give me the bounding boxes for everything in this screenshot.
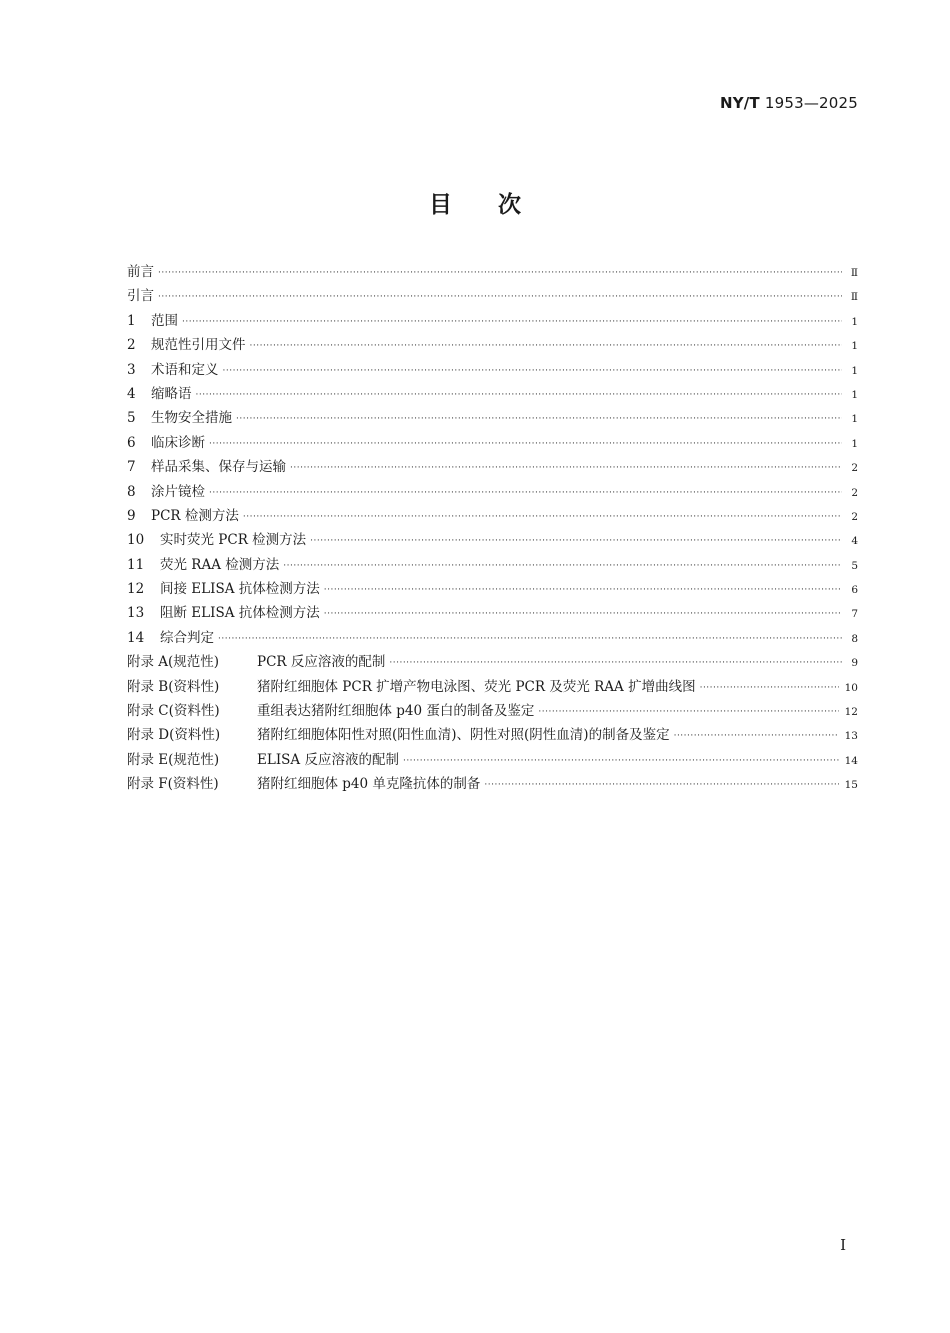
toc-entry-page: 2 [851, 486, 858, 499]
toc-entry[interactable] [127, 626, 858, 650]
toc-dot-leader [158, 268, 842, 278]
toc-dot-leader [158, 292, 842, 302]
toc-entry-label: 猪附红细胞体 PCR 扩增产物电泳图、荧光 PCR 及荧光 RAA 扩增曲线图 [257, 678, 696, 695]
toc-entry-page: 10 [844, 681, 858, 694]
toc-dot-leader [223, 366, 843, 376]
toc-entry[interactable] [127, 455, 858, 479]
toc-entry-label: 样品采集、保存与运输 [151, 459, 286, 476]
toc-entry[interactable] [127, 382, 858, 406]
toc-entry-label: 间接 ELISA 抗体检测方法 [160, 581, 320, 598]
standard-prefix: NY/T [719, 94, 760, 112]
toc-entry-label: 生物安全措施 [151, 410, 232, 427]
toc-dot-leader [310, 536, 842, 546]
toc-entry-label: 临床诊断 [151, 434, 205, 451]
toc-entry-page: 1 [851, 388, 858, 401]
toc-entry-number: 附录 C(资料性) [127, 703, 220, 720]
toc-entry-number: 2 [127, 337, 136, 354]
toc-entry-number: 12 [127, 581, 145, 598]
toc-entry[interactable] [127, 650, 858, 674]
toc-entry-page: 1 [851, 315, 858, 328]
toc-dot-leader [209, 439, 842, 449]
toc-dot-leader [484, 780, 838, 790]
toc-entry[interactable] [127, 699, 858, 723]
toc-entry-page: 2 [851, 462, 858, 475]
toc-entry-number: 8 [127, 483, 136, 500]
toc-entry-number: 14 [127, 629, 145, 646]
toc-entry-number: 9 [127, 507, 136, 524]
toc-entry-number: 1 [127, 312, 136, 329]
toc-entry[interactable] [127, 406, 858, 430]
toc-entry-page: 6 [851, 584, 858, 597]
toc-entry-number: 10 [127, 532, 145, 549]
toc-dot-leader [218, 634, 842, 644]
toc-entry-number: 附录 A(规范性) [127, 654, 220, 671]
toc-entry-label: 规范性引用文件 [151, 337, 246, 354]
toc-entry[interactable] [127, 309, 858, 333]
toc-entry-number: 4 [127, 385, 136, 402]
toc-entry-page: 13 [844, 730, 858, 743]
table-of-contents [127, 260, 858, 797]
page-number: Ⅰ [840, 1236, 846, 1254]
toc-entry[interactable] [127, 358, 858, 382]
toc-dot-leader [250, 341, 843, 351]
toc-entry-number: 6 [127, 434, 136, 451]
toc-entry-number: 附录 F(资料性) [127, 776, 219, 793]
standard-number: 1953—2025 [764, 94, 858, 112]
toc-dot-leader [403, 756, 839, 766]
toc-entry[interactable] [127, 772, 858, 796]
standard-code [720, 94, 858, 112]
toc-entry-label: 范围 [151, 312, 178, 329]
toc-dot-leader [290, 463, 842, 473]
toc-entry-label: 实时荧光 PCR 检测方法 [160, 532, 307, 549]
toc-entry-number: 5 [127, 410, 136, 427]
toc-entry-label: 重组表达猪附红细胞体 p40 蛋白的制备及鉴定 [257, 703, 535, 720]
toc-dot-leader [209, 488, 842, 498]
toc-entry-label: 阻断 ELISA 抗体检测方法 [160, 605, 320, 622]
toc-entry-label: PCR 反应溶液的配制 [257, 654, 386, 671]
toc-entry[interactable] [127, 480, 858, 504]
toc-entry-page: 1 [851, 437, 858, 450]
toc-entry-page: 7 [851, 608, 858, 621]
toc-dot-leader [389, 658, 842, 668]
toc-dot-leader [283, 561, 842, 571]
toc-entry-label: 术语和定义 [151, 361, 219, 378]
toc-entry-label: 涂片镜检 [151, 483, 205, 500]
toc-dot-leader [324, 585, 842, 595]
toc-entry[interactable] [127, 528, 858, 552]
toc-entry-page: 1 [851, 364, 858, 377]
toc-dot-leader [236, 414, 842, 424]
toc-entry[interactable] [127, 284, 858, 308]
toc-entry-label: 前言 [127, 264, 154, 280]
toc-entry-number: 7 [127, 459, 136, 476]
toc-entry-page: 15 [844, 779, 858, 792]
toc-entry-label: 综合判定 [160, 629, 214, 646]
toc-entry[interactable] [127, 260, 858, 284]
toc-entry[interactable] [127, 675, 858, 699]
toc-dot-leader [324, 609, 842, 619]
toc-entry-number: 3 [127, 361, 136, 378]
toc-entry[interactable] [127, 333, 858, 357]
toc-entry-page: 4 [851, 535, 858, 548]
toc-entry-number: 附录 D(资料性) [127, 727, 221, 744]
toc-dot-leader [243, 512, 842, 522]
toc-entry-number: 附录 E(规范性) [127, 751, 220, 768]
toc-entry-page: 9 [851, 657, 858, 670]
toc-entry-label: ELISA 反应溶液的配制 [257, 751, 399, 768]
toc-entry-page: 1 [851, 413, 858, 426]
toc-entry-number: 13 [127, 605, 145, 622]
toc-entry-label: 猪附红细胞体阳性对照(阳性血清)、阴性对照(阴性血清)的制备及鉴定 [257, 727, 670, 744]
toc-entry-page: 5 [851, 559, 858, 572]
toc-entry-page: 1 [851, 340, 858, 353]
toc-entry[interactable] [127, 748, 858, 772]
toc-entry-page: Ⅱ [850, 291, 858, 304]
toc-entry-page: 12 [844, 706, 858, 719]
toc-title: 目次 [429, 192, 567, 218]
toc-dot-leader [196, 390, 843, 400]
toc-entry-number: 11 [127, 556, 145, 573]
toc-entry-page: 8 [851, 632, 858, 645]
toc-entry-number: 附录 B(资料性) [127, 678, 220, 695]
toc-dot-leader [538, 707, 838, 717]
toc-dot-leader [674, 731, 839, 741]
toc-entry[interactable] [127, 431, 858, 455]
toc-entry[interactable] [127, 553, 858, 577]
toc-entry-label: PCR 检测方法 [151, 507, 239, 524]
toc-dot-leader [182, 317, 842, 327]
toc-entry-label: 猪附红细胞体 p40 单克隆抗体的制备 [257, 776, 481, 793]
toc-entry[interactable] [127, 577, 858, 601]
toc-entry[interactable] [127, 504, 858, 528]
toc-entry-page: 2 [851, 510, 858, 523]
toc-dot-leader [700, 683, 839, 693]
toc-entry[interactable] [127, 601, 858, 625]
toc-entry-label: 荧光 RAA 检测方法 [160, 556, 280, 573]
toc-entry-label: 引言 [127, 288, 154, 305]
toc-entry-label: 缩略语 [151, 385, 192, 402]
toc-entry-page: 14 [844, 754, 858, 767]
toc-entry[interactable] [127, 723, 858, 747]
toc-entry-page: Ⅱ [850, 267, 858, 279]
